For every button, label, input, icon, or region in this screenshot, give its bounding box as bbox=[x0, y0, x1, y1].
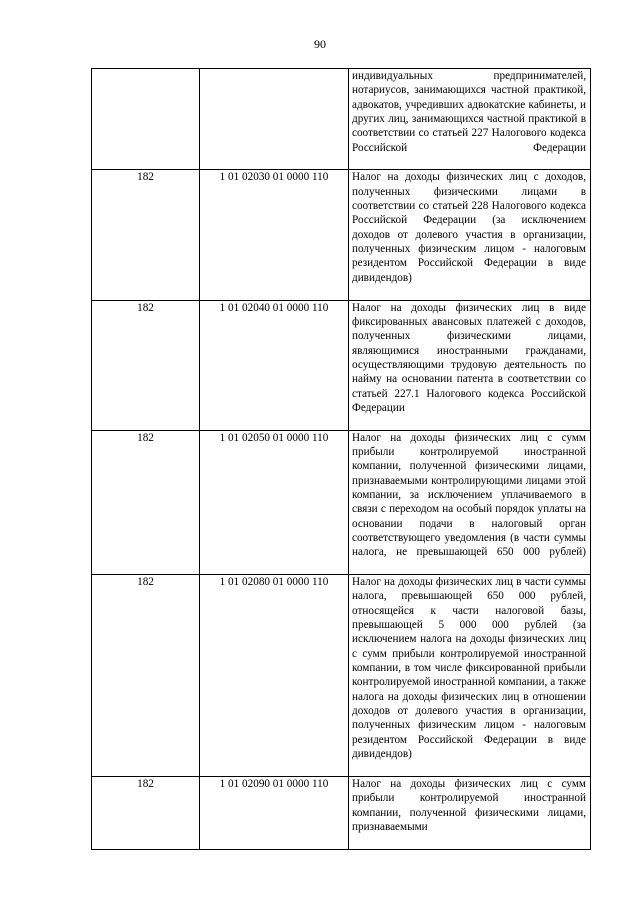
admin-code-cell: 182 bbox=[92, 430, 200, 574]
page-number: 90 bbox=[314, 37, 326, 51]
description-cell bbox=[349, 575, 591, 777]
table-row bbox=[92, 300, 591, 430]
description-text: Налог на доходы физических лиц с сумм прибыли контролируемой иностранной компании, полученной физическими лицами, признаваемыми bbox=[352, 777, 586, 833]
table-row bbox=[92, 170, 591, 300]
description-text: индивидуальных предпринимателей, нотариусов, занимающихся частной практикой, адвокатов, учредивших адвокатские кабинеты, и других лиц, занимающихся частной практикой в соответствии со статьей 227 Налогового кодекса Российской Федерации bbox=[352, 70, 586, 154]
kbk-code-cell: 1 01 02040 01 0000 110 bbox=[200, 300, 349, 430]
description-text: Налог на доходы физических лиц с доходов, полученных физическими лицами в соответствии со статьей 228 Налогового кодекса Российской Федерации (за исключением доходов от долевого участия в организации, полученных физическим лицом - налоговым резидентом Российской Федерации в виде дивидендов) bbox=[352, 171, 586, 284]
budget-classification-table bbox=[91, 68, 591, 850]
description-cell bbox=[349, 430, 591, 574]
description-cell bbox=[349, 776, 591, 849]
kbk-code-cell: 1 01 02030 01 0000 110 bbox=[200, 170, 349, 300]
description-text: Налог на доходы физических лиц в части суммы налога, превышающей 650 000 рублей, относящейся к части налоговой базы, превышающей 5 000 000 рублей (за исключением налога на доходы физических лиц с сумм прибыли контролируемой иностранной компании, в том числе фиксированной прибыли контролируемой иностранной компании, а также налога на доходы физических лиц в отношении доходов от долевого участия в организации, полученных физическим лицом - налоговым резидентом Российской Федерации в виде дивидендов) bbox=[352, 576, 586, 761]
description-text: Налог на доходы физических лиц с сумм прибыли контролируемой иностранной компании, полученной физическими лицами, признаваемыми контролирующими лицами этой компании, за исключением уплачиваемого в связи с переходом на особый порядок уплаты на основании подачи в налоговый орган соответствующего уведомления (в части суммы налога, не превышающей 650 000 рублей) bbox=[352, 431, 586, 559]
table-row bbox=[92, 430, 591, 574]
admin-code-cell: 182 bbox=[92, 300, 200, 430]
kbk-code-cell bbox=[200, 69, 349, 170]
kbk-code-cell: 1 01 02090 01 0000 110 bbox=[200, 776, 349, 849]
kbk-code-cell: 1 01 02080 01 0000 110 bbox=[200, 575, 349, 777]
table-row bbox=[92, 776, 591, 849]
description-cell bbox=[349, 69, 591, 170]
table-row bbox=[92, 69, 591, 170]
admin-code-cell: 182 bbox=[92, 170, 200, 300]
description-text: Налог на доходы физических лиц в виде фиксированных авансовых платежей с доходов, полученных физическими лицами, являющимися иностранными гражданами, осуществляющими трудовую деятельность по найму на основании патента в соответствии со статьей 227.1 Налогового кодекса Российской Федерации bbox=[352, 301, 586, 414]
admin-code-cell: 182 bbox=[92, 575, 200, 777]
admin-code-cell bbox=[92, 69, 200, 170]
admin-code-cell: 182 bbox=[92, 776, 200, 849]
table-row bbox=[92, 575, 591, 777]
kbk-code-cell: 1 01 02050 01 0000 110 bbox=[200, 430, 349, 574]
description-cell bbox=[349, 170, 591, 300]
description-cell bbox=[349, 300, 591, 430]
